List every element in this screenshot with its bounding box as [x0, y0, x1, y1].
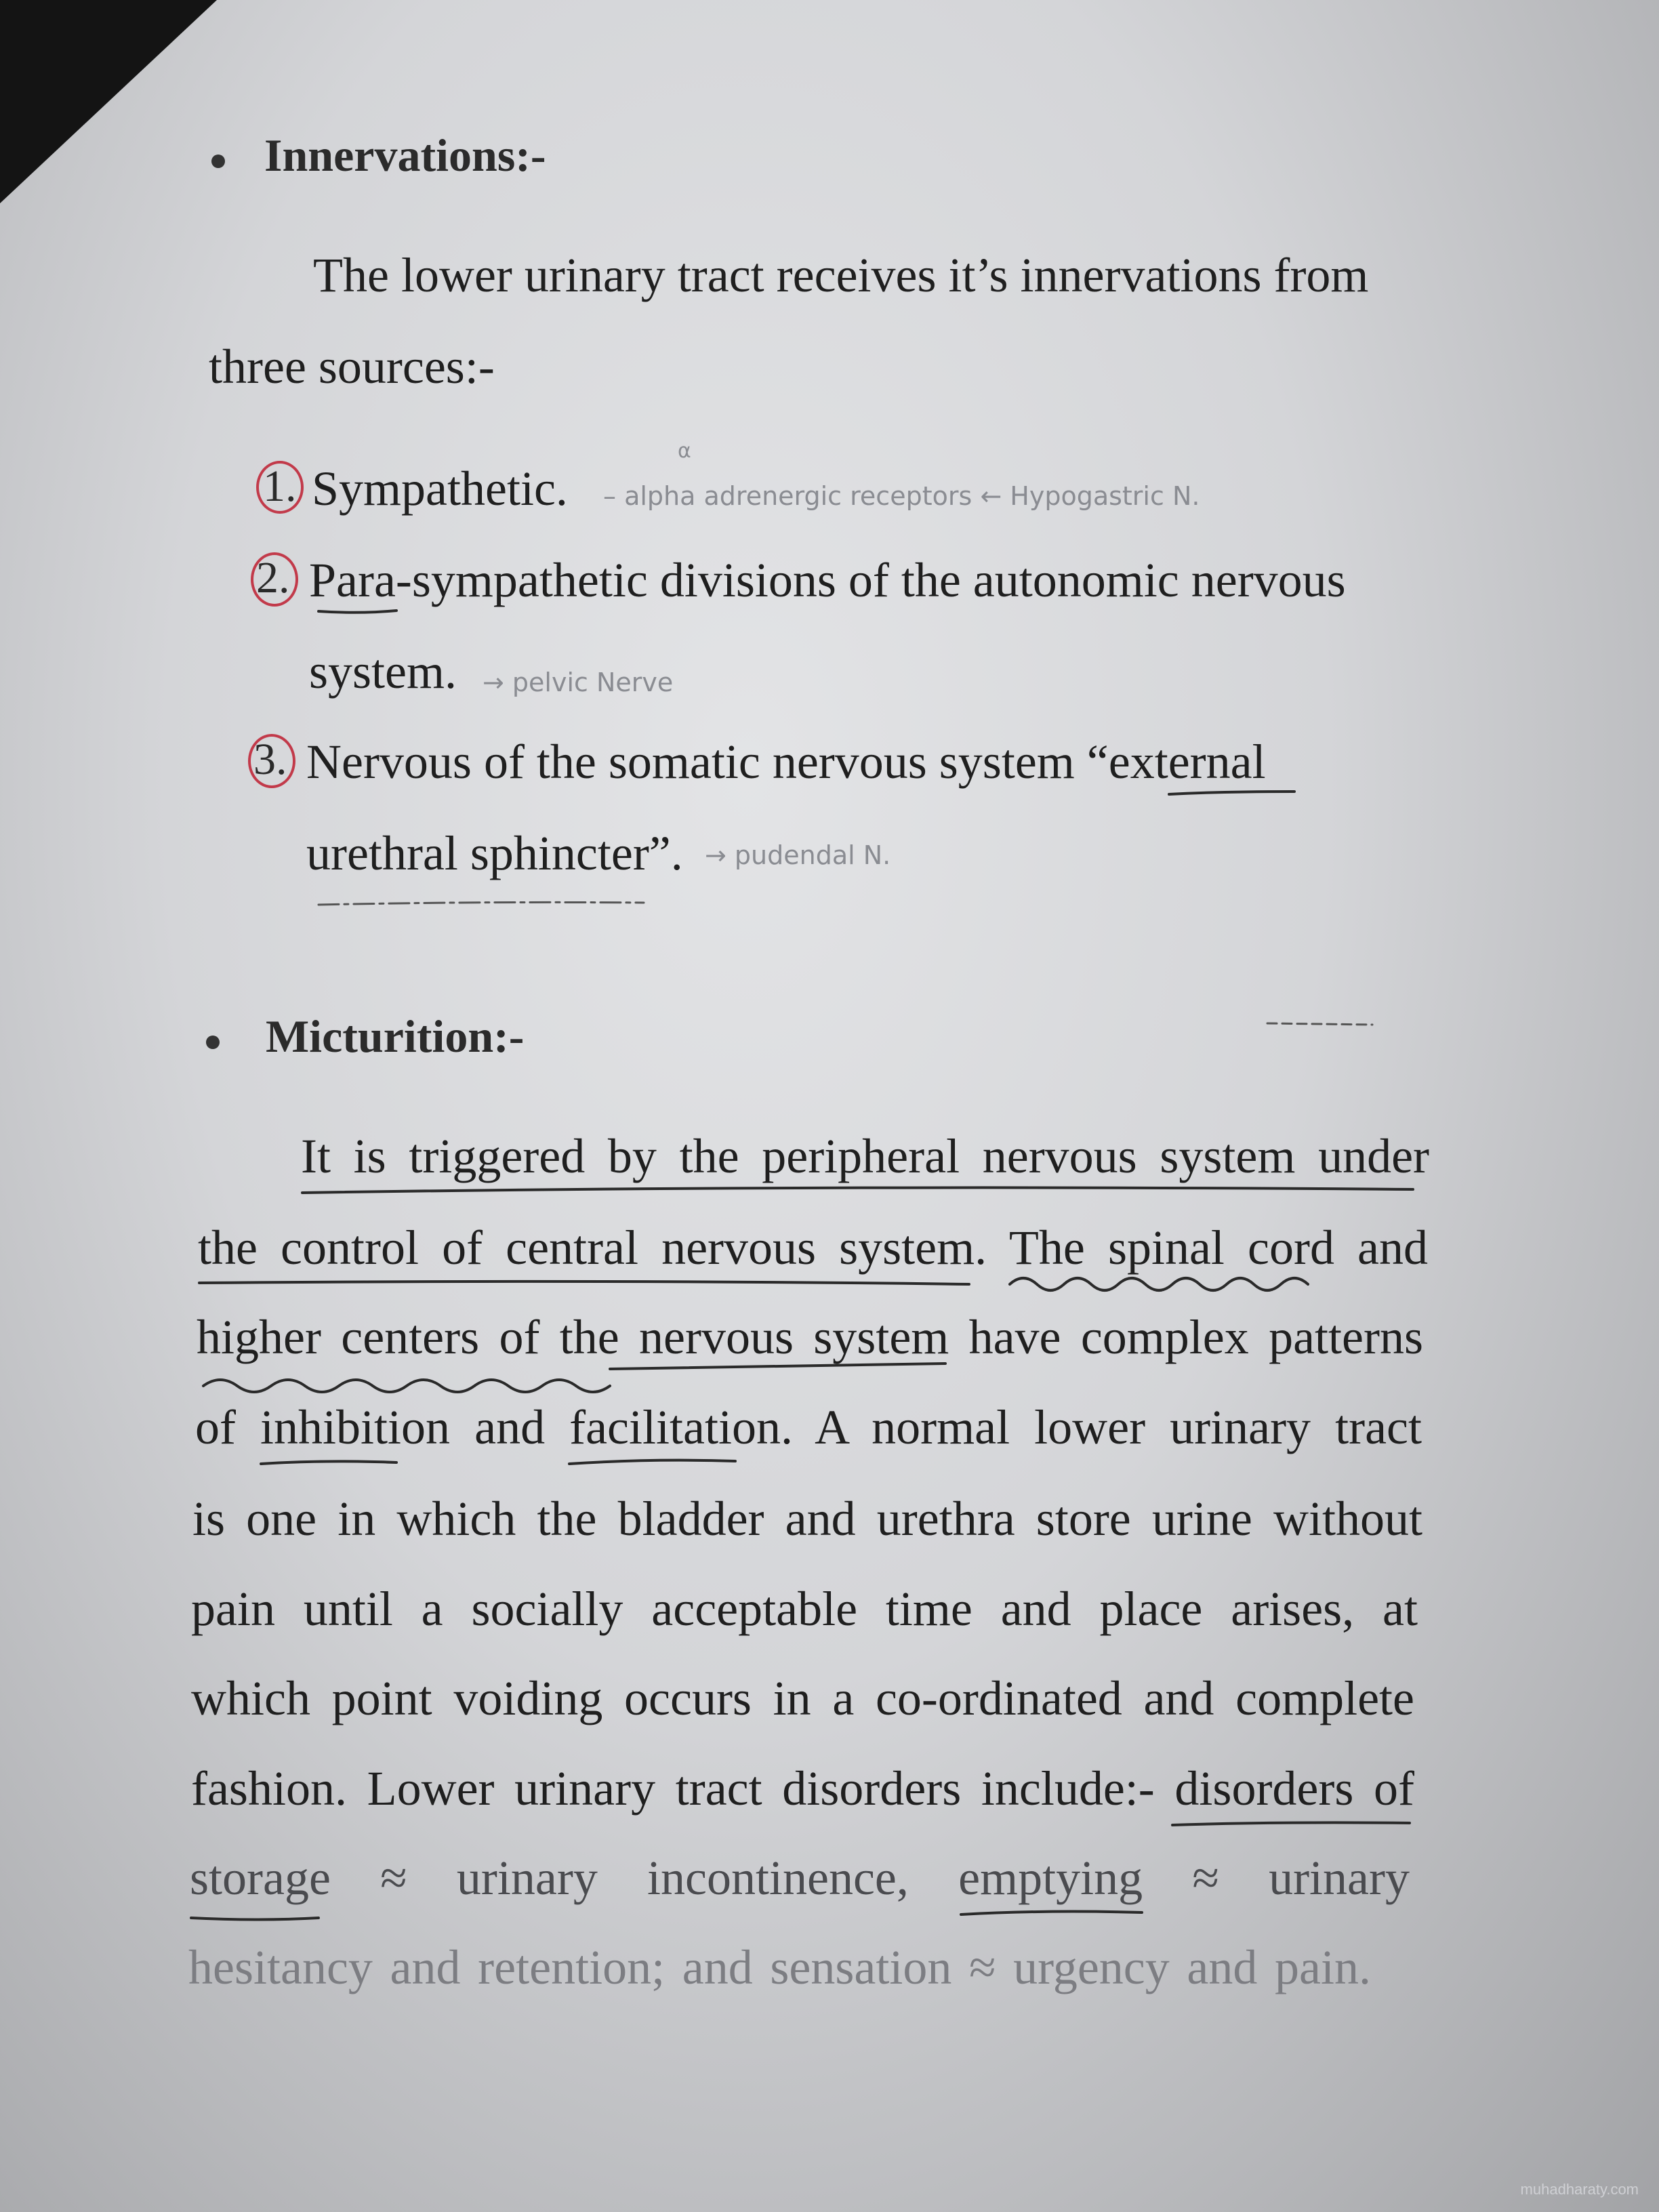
paragraph-line-8: fashion. Lower urinary tract disorders include:- disorders of — [191, 1761, 1414, 1816]
item-3-text-line-2: urethral sphincter”. — [306, 826, 683, 880]
paragraph-line-3: higher centers of the nervous system have complex patterns — [197, 1310, 1423, 1364]
paragraph-line-5: is one in which the bladder and urethra store urine without — [192, 1492, 1422, 1546]
item-1-text: Sympathetic. — [312, 462, 568, 516]
paragraph-line-10: hesitancy and retention; and sensation ≈ urgency and pain. — [188, 1940, 1371, 1994]
item-2-text-line-1: Para-sympathetic divisions of the autonomic nervous — [309, 553, 1346, 607]
intro-line-2: three sources:- — [209, 340, 495, 394]
heading-innervations: Innervations:- — [264, 129, 546, 181]
item-2-number: 2. — [256, 553, 290, 602]
item-2-text-line-2: system. — [309, 644, 457, 699]
paragraph-line-6: pain until a socially acceptable time and place arises, at — [191, 1582, 1418, 1636]
paragraph-line-1: It is triggered by the peripheral nervous system under — [301, 1129, 1429, 1183]
item-1-superscript-note: α — [678, 439, 691, 463]
item-1-number: 1. — [263, 462, 297, 511]
item-3-pencil-note: → pudendal N. — [705, 840, 891, 870]
item-2-pencil-note: → pelvic Nerve — [483, 668, 674, 697]
heading-micturition: Micturition:- — [266, 1010, 525, 1062]
intro-line-1: The lower urinary tract receives it’s innervations from — [313, 248, 1369, 302]
paragraph-line-4: of inhibition and facilitation. A normal lower urinary tract — [195, 1400, 1422, 1454]
item-3-number: 3. — [253, 735, 287, 784]
paragraph-line-2: the control of central nervous system. The spinal cord and — [198, 1221, 1428, 1275]
item-1-pencil-note: – alpha adrenergic receptors ← Hypogastric N. — [603, 481, 1200, 511]
watermark: muhadharaty.com — [1520, 2181, 1639, 2198]
item-3-text-line-1: Nervous of the somatic nervous system “external — [306, 735, 1266, 789]
paragraph-line-9: storage ≈ urinary incontinence, emptying ≈ urinary — [190, 1851, 1410, 1905]
paragraph-line-7: which point voiding occurs in a co-ordinated and complete — [191, 1671, 1414, 1725]
